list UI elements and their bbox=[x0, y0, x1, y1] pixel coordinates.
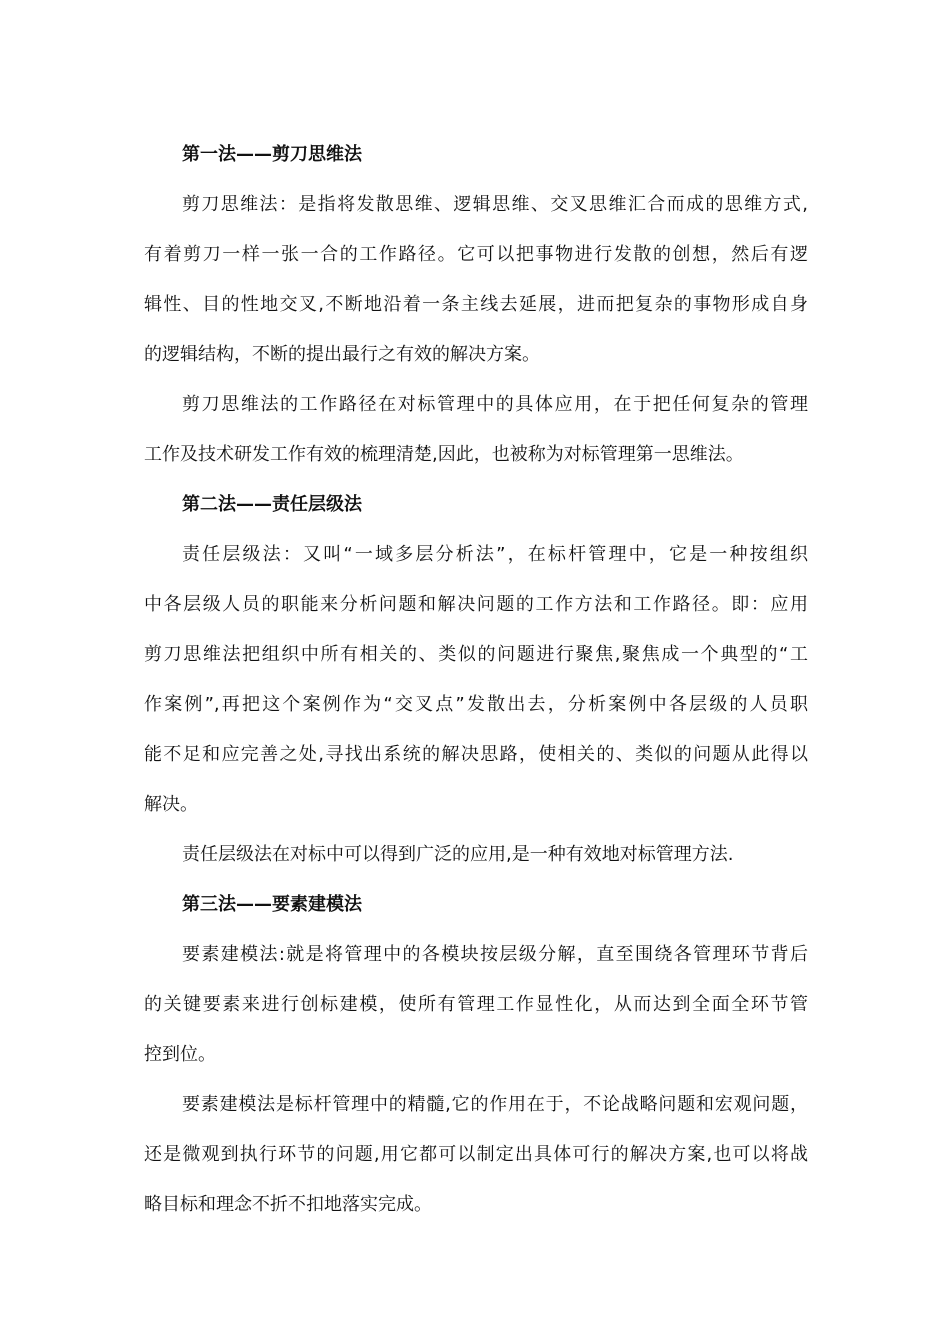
paragraph-1-2 bbox=[144, 380, 808, 480]
section-heading-1: 第一法——剪刀思维法 bbox=[182, 144, 362, 165]
paragraph-line: 剪刀思维法的工作路径在对标管理中的具体应用，在于把任何复杂的管理 bbox=[182, 394, 808, 415]
paragraph-line: 要素建模法是标杆管理中的精髓,它的作用在于，不论战略问题和宏观问题， bbox=[182, 1094, 808, 1115]
paragraph-1-1 bbox=[144, 180, 808, 380]
paragraph-line: 剪刀思维法把组织中所有相关的、类似的问题进行聚焦,聚焦成一个典型的“工 bbox=[144, 644, 808, 665]
paragraph-line: 的关键要素来进行创标建模，使所有管理工作显性化，从而达到全面全环节管 bbox=[144, 994, 808, 1015]
paragraph-line: 解决。 bbox=[144, 794, 198, 815]
paragraph-line: 有着剪刀一样一张一合的工作路径。它可以把事物进行发散的创想，然后有逻 bbox=[144, 244, 808, 265]
section-heading-3: 第三法——要素建模法 bbox=[182, 894, 362, 915]
paragraph-3-2 bbox=[144, 1080, 808, 1230]
paragraph-line: 略目标和理念不折不扣地落实完成。 bbox=[144, 1194, 432, 1215]
section-heading-2: 第二法——责任层级法 bbox=[182, 494, 362, 515]
paragraph-2-1 bbox=[144, 530, 808, 830]
paragraph-line: 责任层级法在对标中可以得到广泛的应用,是一种有效地对标管理方法. bbox=[182, 844, 734, 865]
paragraph-line: 能不足和应完善之处,寻找出系统的解决思路，使相关的、类似的问题从此得以 bbox=[144, 744, 808, 765]
document-body bbox=[144, 130, 808, 1230]
paragraph-line: 工作及技术研发工作有效的梳理清楚,因此，也被称为对标管理第一思维法。 bbox=[144, 444, 744, 465]
paragraph-line: 还是微观到执行环节的问题,用它都可以制定出具体可行的解决方案,也可以将战 bbox=[144, 1144, 808, 1165]
paragraph-line: 控到位。 bbox=[144, 1044, 216, 1065]
paragraph-line: 作案例”,再把这个案例作为“交叉点”发散出去，分析案例中各层级的人员职 bbox=[144, 694, 808, 715]
paragraph-line: 辑性、目的性地交叉,不断地沿着一条主线去延展，进而把复杂的事物形成自身 bbox=[144, 294, 808, 315]
paragraph-line: 责任层级法：又叫“一域多层分析法”，在标杆管理中，它是一种按组织 bbox=[182, 544, 808, 565]
paragraph-line: 剪刀思维法：是指将发散思维、逻辑思维、交叉思维汇合而成的思维方式, bbox=[182, 194, 808, 215]
paragraph-line: 中各层级人员的职能来分析问题和解决问题的工作方法和工作路径。即：应用 bbox=[144, 594, 808, 615]
paragraph-line: 的逻辑结构，不断的提出最行之有效的解决方案。 bbox=[144, 344, 540, 365]
paragraph-line: 要素建模法:就是将管理中的各模块按层级分解，直至围绕各管理环节背后 bbox=[182, 944, 808, 965]
paragraph-3-1 bbox=[144, 930, 808, 1080]
paragraph-2-2 bbox=[144, 830, 808, 880]
